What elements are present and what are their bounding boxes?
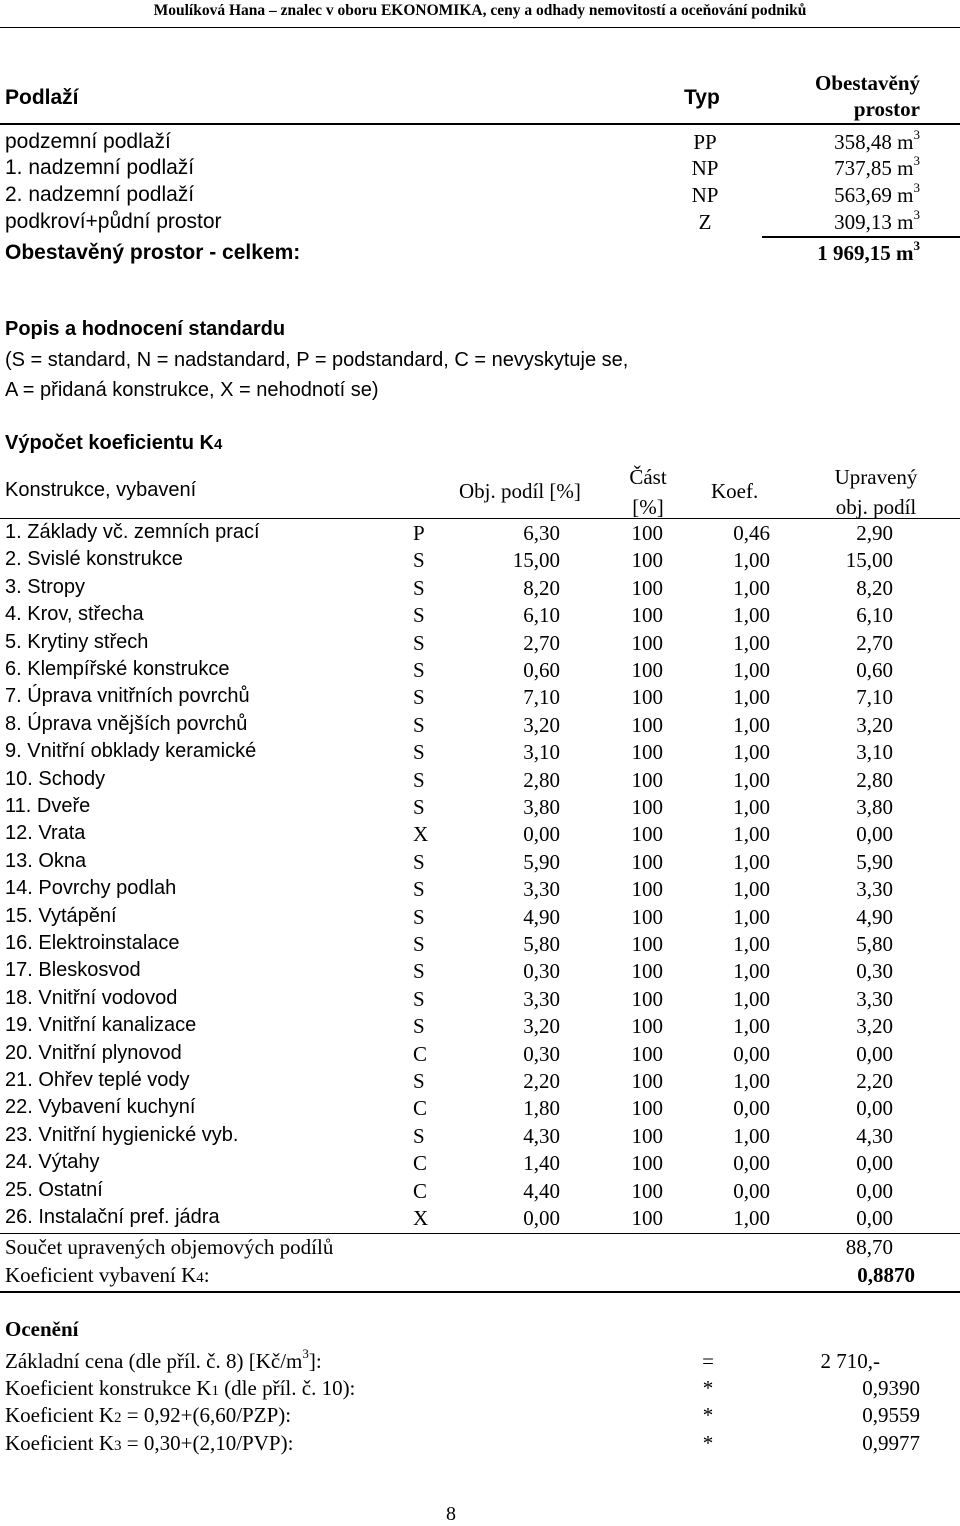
k4-row-grade: S: [413, 932, 425, 956]
k4-row-grade: C: [413, 1041, 428, 1066]
k4-row-adjusted: 0,00: [856, 1041, 893, 1066]
k4-coef-label-sub: 4: [196, 1270, 204, 1286]
valuation-value: 0,9390: [862, 1376, 920, 1400]
floor-name: podzemní podlaží: [5, 130, 171, 153]
k4-row-part: 100: [631, 575, 663, 600]
k4-row-part: 100: [631, 1041, 663, 1066]
k4-row-grade: S: [413, 959, 425, 984]
k4-header-coef: Koef.: [711, 479, 759, 503]
k4-coef-rule: [0, 1291, 960, 1293]
k4-row-grade: S: [413, 548, 425, 573]
k4-row-adjusted: 7,10: [856, 685, 893, 710]
valuation-value: 0,9977: [862, 1431, 920, 1455]
k4-title: [5, 432, 222, 455]
valuation-label-sub: 1: [211, 1383, 219, 1399]
k4-row-coef: 1,00: [733, 877, 770, 902]
k4-row-coef: 1,00: [733, 575, 770, 600]
k4-row-part: 100: [631, 630, 663, 655]
floors-total-value: [817, 238, 920, 266]
floors-total-rule: [762, 236, 960, 238]
k4-row-grade: S: [413, 712, 425, 737]
k4-row-adjusted: 2,70: [856, 630, 893, 655]
floor-volume: [834, 127, 920, 155]
k4-header-adjusted-line2: obj. podíl: [835, 495, 917, 519]
k4-header-adjusted: [815, 462, 937, 522]
floor-volume-number: 563,69: [834, 183, 892, 207]
floor-volume-unit: m: [897, 210, 914, 234]
k4-header-part: [620, 462, 676, 522]
k4-row-grade: S: [413, 603, 425, 628]
k4-row-coef: 1,00: [733, 1069, 770, 1093]
k4-row-share: 3,30: [523, 877, 560, 902]
k4-row-name: 14. Povrchy podlah: [5, 877, 177, 900]
k4-row-share: 3,20: [523, 1014, 560, 1039]
k4-row-coef: 1,00: [733, 904, 770, 929]
k4-row-share: 6,30: [523, 521, 560, 545]
k4-row-grade: S: [413, 658, 425, 682]
floors-total-unit: m: [896, 241, 914, 265]
k4-row-coef: 1,00: [733, 932, 770, 956]
k4-row-grade: P: [413, 521, 425, 545]
floor-type: Z: [698, 210, 712, 234]
standard-title: Popis a hodnocení standardu: [5, 318, 286, 340]
k4-row-part: 100: [631, 1123, 663, 1148]
k4-row-name: 13. Okna: [5, 849, 87, 872]
k4-row-grade: S: [413, 1069, 425, 1093]
k4-title-sub: 4: [213, 436, 223, 453]
k4-sum-value: 88,70: [845, 1235, 893, 1259]
k4-row-share: 15,00: [512, 548, 560, 573]
page-header: [0, 2, 960, 20]
floor-volume-unit: m: [897, 130, 914, 154]
floor-volume-unit: m: [897, 183, 914, 207]
valuation-operator: =: [702, 1349, 714, 1373]
floors-header-rule: [0, 123, 960, 125]
k4-row-adjusted: 5,80: [856, 932, 893, 956]
k4-row-adjusted: 2,90: [856, 521, 893, 545]
floor-volume-number: 737,85: [834, 156, 892, 180]
k4-row-adjusted: 4,30: [856, 1123, 893, 1148]
valuation-label-sup: 3: [302, 1346, 309, 1361]
k4-row-share: 1,80: [523, 1096, 560, 1121]
valuation-value: 2 710,-: [820, 1349, 880, 1373]
k4-row-part: 100: [631, 712, 663, 737]
k4-row-grade: S: [413, 904, 425, 929]
floor-type: PP: [693, 130, 717, 154]
floor-type: NP: [691, 183, 719, 207]
floor-volume: [834, 207, 920, 235]
k4-row-share: 4,30: [523, 1123, 560, 1148]
floor-volume-unit-sup: 3: [913, 127, 920, 142]
k4-row-adjusted: 3,30: [856, 986, 893, 1011]
k4-row-name: 17. Bleskosvod: [5, 959, 141, 982]
k4-row-adjusted: 5,90: [856, 849, 893, 874]
k4-row-part: 100: [631, 849, 663, 874]
k4-row-share: 0,30: [523, 959, 560, 984]
k4-row-part: 100: [631, 1151, 663, 1176]
k4-row-coef: 1,00: [733, 658, 770, 682]
k4-row-share: 3,80: [523, 795, 560, 819]
k4-header-construction: Konstrukce, vybavení: [5, 479, 197, 501]
k4-row-name: 1. Základy vč. zemních prací: [5, 521, 260, 543]
k4-row-grade: S: [413, 1123, 425, 1148]
k4-row-adjusted: 2,80: [856, 767, 893, 792]
k4-row-part: 100: [631, 1178, 663, 1203]
valuation-operator: *: [702, 1431, 714, 1455]
k4-row-part: 100: [631, 1206, 663, 1230]
k4-row-part: 100: [631, 795, 663, 819]
k4-row-share: 0,30: [523, 1041, 560, 1066]
k4-row-coef: 1,00: [733, 1014, 770, 1039]
floor-volume-number: 309,13: [834, 210, 892, 234]
k4-row-share: 2,70: [523, 630, 560, 655]
k4-row-coef: 1,00: [733, 986, 770, 1011]
valuation-label-post: = 0,92+(6,60/PZP):: [121, 1403, 292, 1427]
k4-row-name: 11. Dveře: [5, 795, 91, 817]
k4-row-coef: 0,00: [733, 1041, 770, 1066]
standard-line1: (S = standard, N = nadstandard, P = podstandard, C = nevyskytuje se,: [5, 349, 629, 371]
k4-row-grade: C: [413, 1096, 428, 1121]
k4-row-name: 2. Svislé konstrukce: [5, 548, 183, 571]
floor-type: NP: [691, 156, 719, 180]
header-author: Moulíková Hana: [153, 2, 266, 19]
k4-row-adjusted: 3,30: [856, 877, 893, 902]
k4-row-grade: S: [413, 575, 425, 600]
floors-header-volume-line1: Obestavěný: [815, 71, 920, 95]
k4-row-grade: X: [413, 822, 429, 847]
k4-row-coef: 0,46: [733, 521, 770, 545]
k4-row-part: 100: [631, 521, 663, 545]
k4-row-adjusted: 3,20: [856, 712, 893, 737]
k4-row-part: 100: [631, 822, 663, 847]
valuation-title: Ocenění: [5, 1317, 79, 1341]
k4-row-adjusted: 6,10: [856, 603, 893, 628]
valuation-operator: *: [702, 1403, 714, 1427]
k4-row-part: 100: [631, 603, 663, 628]
valuation-value: 0,9559: [862, 1403, 920, 1427]
k4-row-name: 3. Stropy: [5, 575, 86, 598]
k4-row-coef: 0,00: [733, 1096, 770, 1121]
k4-row-name: 15. Vytápění: [5, 904, 117, 927]
k4-row-coef: 1,00: [733, 1123, 770, 1148]
valuation-label-post: ]:: [308, 1349, 322, 1373]
k4-row-part: 100: [631, 1069, 663, 1093]
k4-row-grade: S: [413, 1014, 425, 1039]
k4-header-part-line1: Část: [629, 465, 667, 489]
k4-row-grade: S: [413, 685, 425, 710]
valuation-label-post: = 0,30+(2,10/PVP):: [121, 1431, 294, 1455]
k4-row-name: 9. Vnitřní obklady keramické: [5, 740, 257, 763]
k4-row-part: 100: [631, 767, 663, 792]
k4-header-adjusted-line1: Upravený: [834, 465, 918, 489]
floors-header-floor: Podlaží: [5, 86, 79, 109]
k4-row-part: 100: [631, 959, 663, 984]
k4-row-adjusted: 0,00: [856, 822, 893, 847]
k4-row-name: 20. Vnitřní plynovod: [5, 1041, 182, 1064]
k4-coef-label-main: Koeficient vybavení K: [5, 1263, 197, 1287]
k4-row-grade: S: [413, 795, 425, 819]
valuation-label-pre: Základní cena (dle příl. č. 8) [Kč/m: [5, 1349, 303, 1373]
k4-coef-label-end: :: [203, 1263, 210, 1287]
k4-row-part: 100: [631, 685, 663, 710]
k4-row-part: 100: [631, 658, 663, 682]
k4-row-share: 5,80: [523, 932, 560, 956]
valuation-label: [5, 1376, 355, 1401]
floors-total-number: 1 969,15: [817, 241, 891, 265]
floor-volume-unit-sup: 3: [913, 153, 920, 168]
valuation-label-pre: Koeficient K: [5, 1431, 115, 1455]
k4-row-coef: 1,00: [733, 603, 770, 628]
k4-row-coef: 0,00: [733, 1178, 770, 1203]
floor-name: 1. nadzemní podlaží: [5, 156, 195, 179]
k4-title-main: Výpočet koeficientu K: [5, 432, 214, 454]
valuation-operator: *: [702, 1376, 714, 1400]
k4-row-name: 4. Krov, střecha: [5, 603, 144, 626]
k4-row-adjusted: 0,00: [856, 1178, 893, 1203]
valuation-label-post: (dle příl. č. 10):: [218, 1376, 356, 1400]
k4-row-name: 24. Výtahy: [5, 1151, 100, 1174]
header-dash: –: [269, 2, 277, 19]
k4-row-name: 5. Krytiny střech: [5, 630, 149, 653]
k4-row-share: 2,80: [523, 767, 560, 792]
k4-row-adjusted: 3,10: [856, 740, 893, 765]
k4-header-rule: [0, 518, 960, 519]
valuation-label-sub: 2: [114, 1410, 122, 1426]
k4-row-name: 8. Úprava vnějších povrchů: [5, 712, 248, 735]
k4-row-part: 100: [631, 932, 663, 956]
k4-row-name: 10. Schody: [5, 767, 106, 790]
k4-row-part: 100: [631, 986, 663, 1011]
k4-row-share: 0,00: [523, 1206, 560, 1230]
k4-row-name: 21. Ohřev teplé vody: [5, 1069, 190, 1091]
k4-row-name: 25. Ostatní: [5, 1178, 103, 1201]
k4-row-share: 1,40: [523, 1151, 560, 1176]
k4-row-coef: 0,00: [733, 1151, 770, 1176]
floor-volume: [834, 153, 920, 181]
k4-row-share: 6,10: [523, 603, 560, 628]
floors-total-unit-sup: 3: [913, 238, 920, 253]
k4-row-share: 0,00: [523, 822, 560, 847]
k4-row-part: 100: [631, 548, 663, 573]
k4-row-coef: 1,00: [733, 740, 770, 765]
valuation-label: [5, 1403, 291, 1428]
k4-row-name: 7. Úprava vnitřních povrchů: [5, 685, 250, 708]
k4-row-adjusted: 8,20: [856, 575, 893, 600]
k4-row-name: 23. Vnitřní hygienické vyb.: [5, 1123, 239, 1146]
k4-row-grade: S: [413, 877, 425, 902]
k4-row-adjusted: 3,20: [856, 1014, 893, 1039]
k4-row-coef: 1,00: [733, 685, 770, 710]
k4-row-coef: 1,00: [733, 959, 770, 984]
k4-row-part: 100: [631, 904, 663, 929]
k4-row-grade: X: [413, 1206, 429, 1230]
k4-sum-rule: [0, 1233, 960, 1234]
floors-total-label: Obestavěný prostor - celkem:: [5, 241, 301, 264]
floor-volume: [834, 180, 920, 208]
k4-row-coef: 1,00: [733, 1206, 770, 1230]
k4-sum-label: Součet upravených objemových podílů: [5, 1235, 334, 1259]
floor-volume-unit: m: [897, 156, 914, 180]
standard-line2: A = přidaná konstrukce, X = nehodnotí se): [5, 379, 379, 401]
k4-row-grade: C: [413, 1151, 428, 1176]
floor-name: podkroví+půdní prostor: [5, 210, 222, 233]
k4-row-coef: 1,00: [733, 767, 770, 792]
k4-row-grade: S: [413, 630, 425, 655]
k4-row-name: 22. Vybavení kuchyní: [5, 1096, 196, 1119]
floors-header-type: Typ: [684, 86, 720, 109]
k4-row-coef: 1,00: [733, 712, 770, 737]
k4-row-share: 8,20: [523, 575, 560, 600]
floor-volume-unit-sup: 3: [913, 180, 920, 195]
valuation-label: [5, 1431, 293, 1456]
header-subtitle: znalec v oboru EKONOMIKA, ceny a odhady nemovitostí a oceňování podniků: [280, 2, 807, 19]
k4-row-grade: S: [413, 767, 425, 792]
k4-row-share: 3,30: [523, 986, 560, 1011]
k4-row-adjusted: 0,00: [856, 1096, 893, 1121]
k4-row-adjusted: 3,80: [856, 795, 893, 819]
k4-coef-label: [5, 1263, 210, 1288]
k4-row-name: 16. Elektroinstalace: [5, 932, 180, 954]
floor-name: 2. nadzemní podlaží: [5, 183, 195, 206]
k4-row-part: 100: [631, 1014, 663, 1039]
k4-row-coef: 1,00: [733, 630, 770, 655]
k4-row-name: 18. Vnitřní vodovod: [5, 986, 178, 1009]
k4-row-share: 4,90: [523, 904, 560, 929]
valuation-label-sub: 3: [114, 1438, 122, 1454]
k4-row-part: 100: [631, 877, 663, 902]
floor-volume-unit-sup: 3: [913, 207, 920, 222]
k4-row-adjusted: 4,90: [856, 904, 893, 929]
k4-row-coef: 1,00: [733, 795, 770, 819]
k4-row-share: 5,90: [523, 849, 560, 874]
page-number: 8: [446, 1503, 456, 1525]
floor-volume-number: 358,48: [834, 130, 892, 154]
k4-header-part-line2: [%]: [632, 495, 664, 519]
k4-row-share: 0,60: [523, 658, 560, 682]
k4-header-share: Obj. podíl [%]: [459, 479, 581, 503]
k4-row-grade: S: [413, 849, 425, 874]
k4-row-part: 100: [631, 1096, 663, 1121]
floors-header-volume-line2: prostor: [853, 97, 920, 121]
k4-row-share: 4,40: [523, 1178, 560, 1203]
k4-row-name: 6. Klempířské konstrukce: [5, 658, 230, 680]
k4-row-share: 3,20: [523, 712, 560, 737]
k4-row-part: 100: [631, 740, 663, 765]
k4-row-adjusted: 0,00: [856, 1206, 893, 1230]
k4-row-grade: C: [413, 1178, 428, 1203]
k4-coef-value: 0,8870: [857, 1263, 915, 1287]
k4-row-grade: S: [413, 986, 425, 1011]
k4-row-adjusted: 0,00: [856, 1151, 893, 1176]
k4-row-share: 7,10: [523, 685, 560, 710]
k4-row-adjusted: 0,30: [856, 959, 893, 984]
k4-row-adjusted: 0,60: [856, 658, 893, 682]
floors-header-volume: [770, 70, 920, 122]
valuation-label-pre: Koeficient konstrukce K: [5, 1376, 212, 1400]
k4-row-adjusted: 15,00: [845, 548, 893, 573]
k4-row-coef: 1,00: [733, 849, 770, 874]
valuation-label-pre: Koeficient K: [5, 1403, 115, 1427]
header-divider: [0, 27, 960, 28]
k4-row-share: 3,10: [523, 740, 560, 765]
k4-row-name: 19. Vnitřní kanalizace: [5, 1014, 197, 1037]
k4-row-name: 12. Vrata: [5, 822, 86, 845]
k4-row-share: 2,20: [523, 1069, 560, 1093]
k4-row-grade: S: [413, 740, 425, 765]
k4-row-coef: 1,00: [733, 548, 770, 573]
valuation-label: [5, 1346, 322, 1374]
k4-row-coef: 1,00: [733, 822, 770, 847]
k4-row-adjusted: 2,20: [856, 1069, 893, 1093]
k4-row-name: 26. Instalační pref. jádra: [5, 1206, 220, 1228]
